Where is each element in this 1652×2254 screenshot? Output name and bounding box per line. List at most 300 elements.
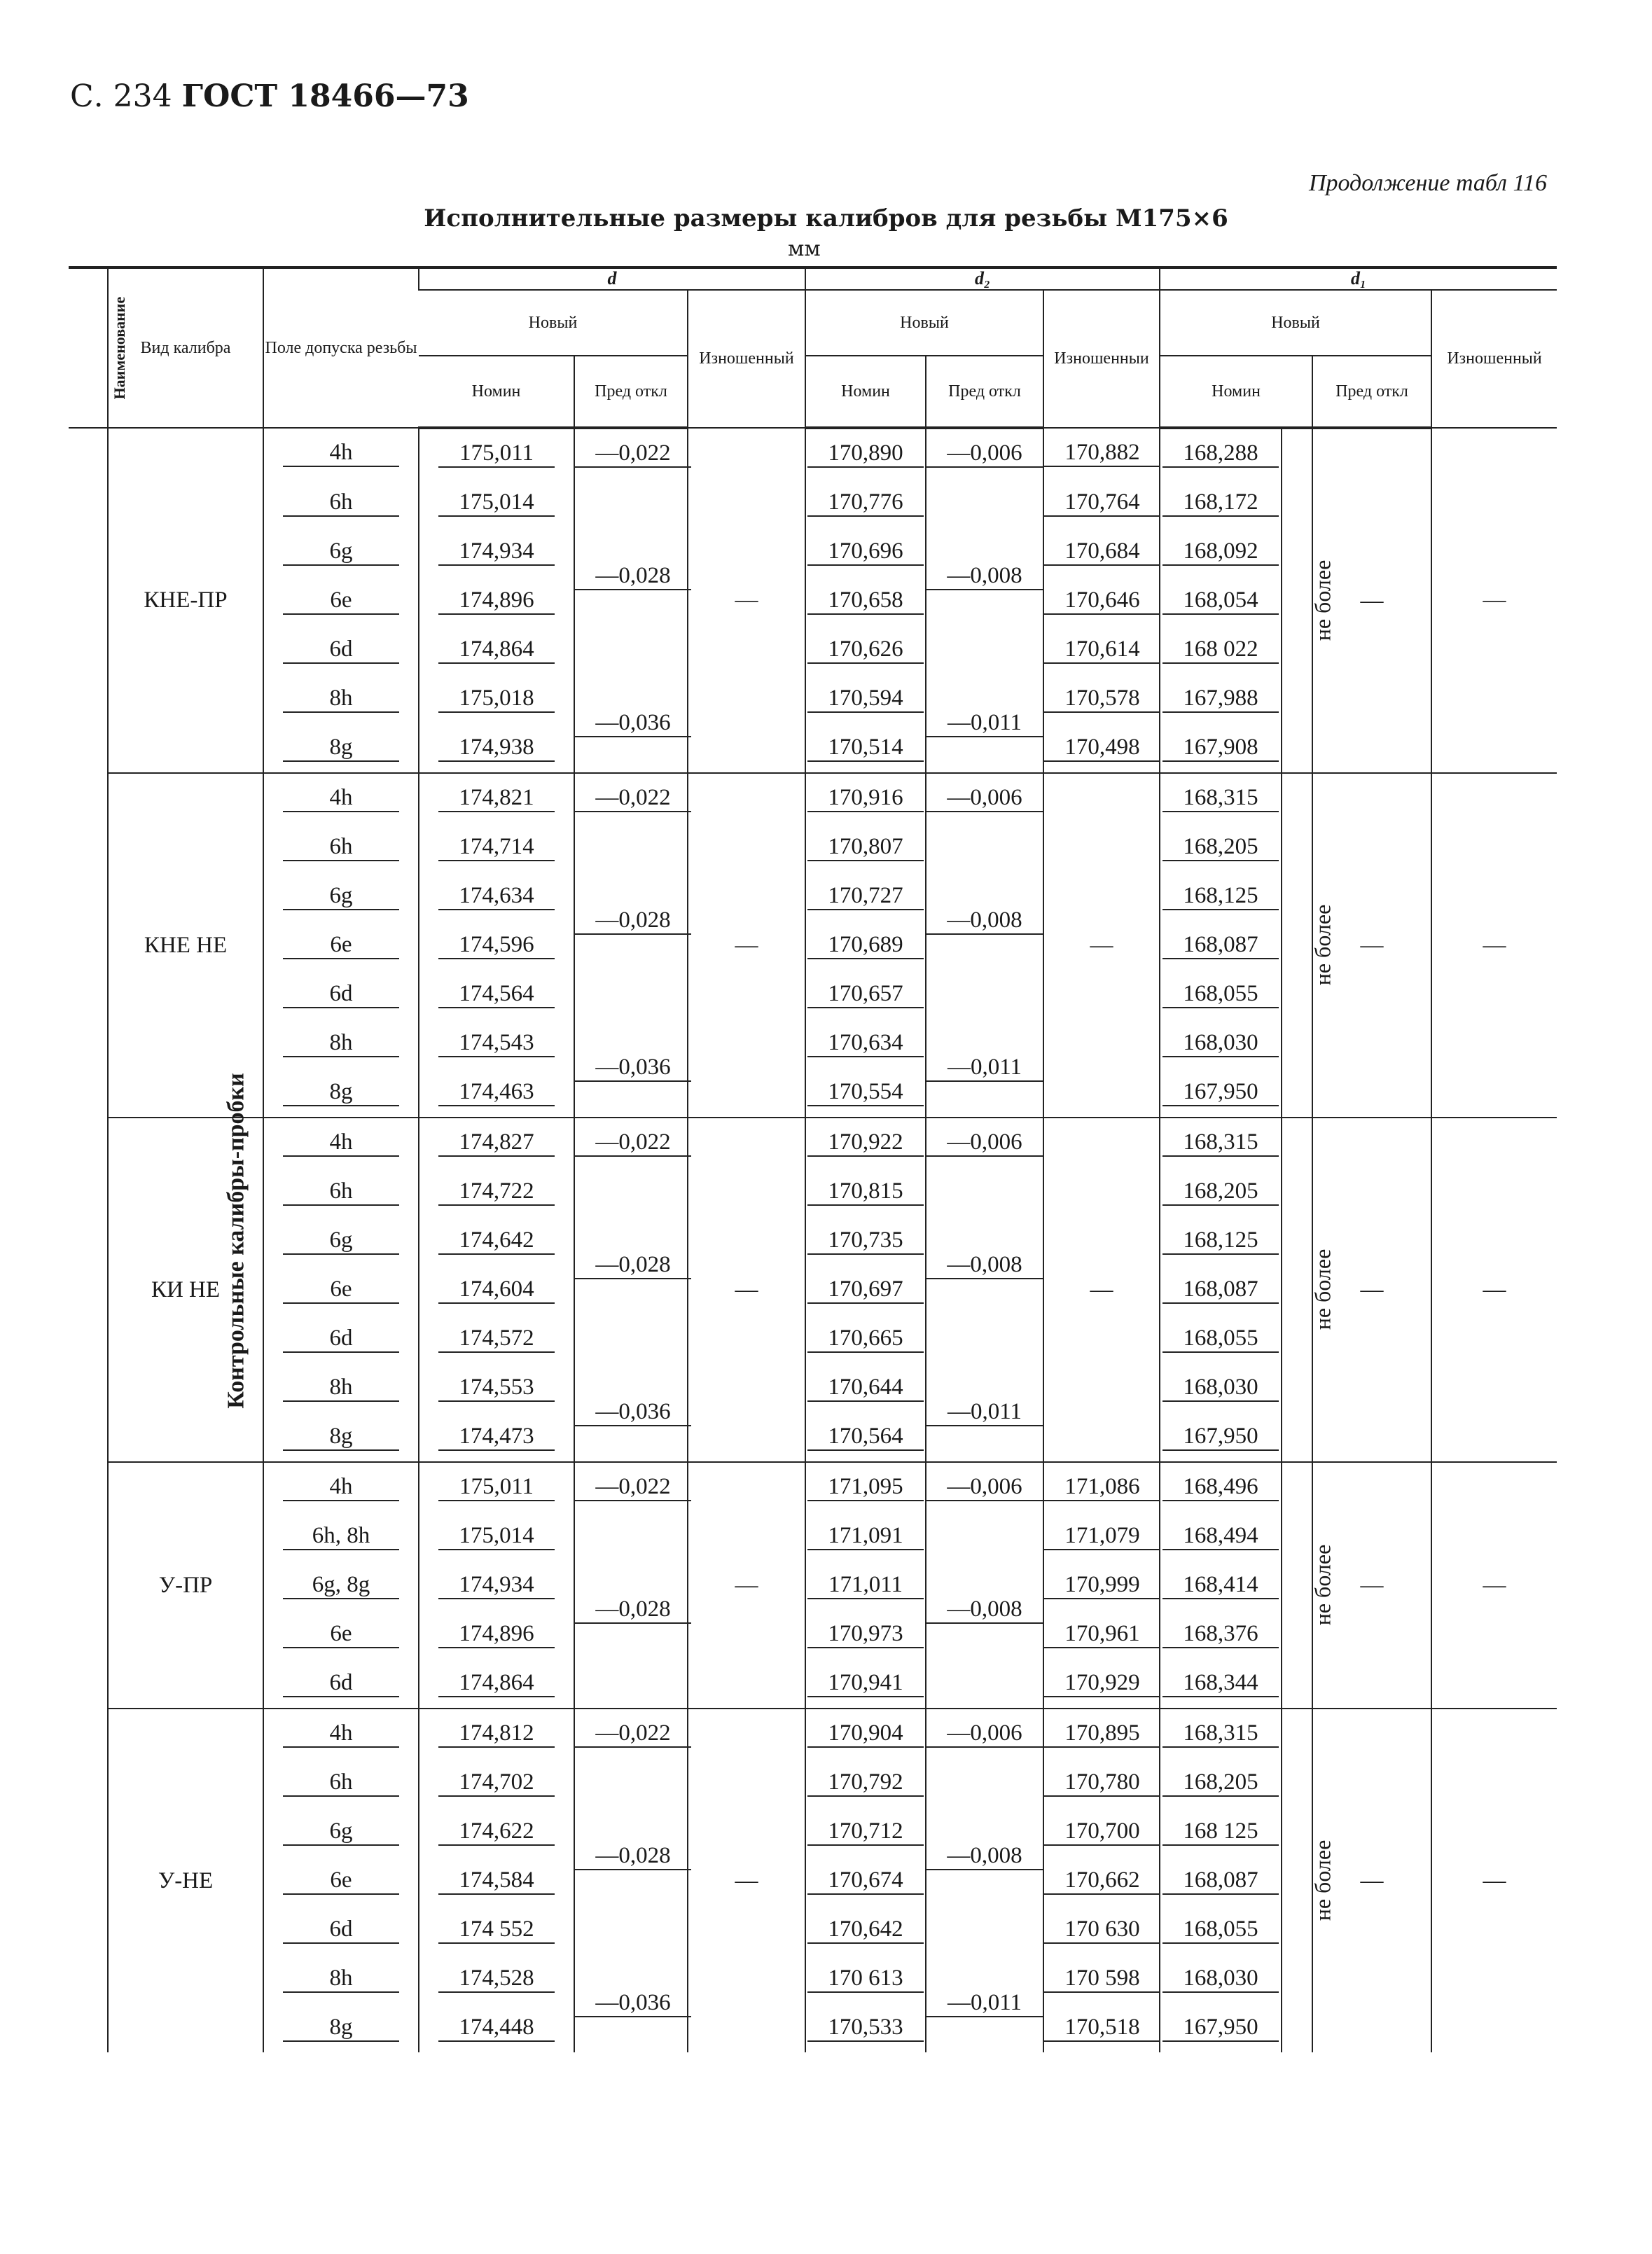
d1-nominal — [1160, 1512, 1282, 1561]
tolerance-field-value: 6g — [283, 1227, 399, 1255]
d-nominal — [419, 1462, 574, 1512]
d-nominal-value: 174,553 — [438, 1375, 555, 1402]
d-nominal — [419, 773, 574, 823]
d-deviation — [574, 773, 688, 823]
tolerance-field-value: 6g — [283, 1818, 399, 1846]
d1-nominal — [1160, 1167, 1282, 1216]
table-row — [69, 428, 1557, 478]
tolerance-field — [263, 1659, 419, 1709]
tolerance-field — [263, 1462, 419, 1512]
d1-nominal-value: 168,376 — [1162, 1621, 1279, 1648]
header-d-new: Новый — [419, 290, 688, 356]
d2-nominal — [805, 1068, 926, 1118]
d2-deviation — [926, 1512, 1043, 1709]
d2-nominal — [805, 970, 926, 1019]
d2-worn: — — [1043, 773, 1160, 1118]
d1-nominal — [1160, 823, 1282, 872]
d2-nominal-value: 170,904 — [807, 1720, 924, 1748]
d-nominal — [419, 1954, 574, 2003]
d2-nominal — [805, 1314, 926, 1363]
d-nominal — [419, 1216, 574, 1265]
d-deviation-value: —0,022 — [575, 785, 691, 812]
d2-worn-value: 170,764 — [1044, 489, 1160, 517]
d1-nominal-value: 168,494 — [1162, 1523, 1279, 1550]
tolerance-field — [263, 1610, 419, 1659]
d2-nominal — [805, 527, 926, 576]
d-nominal — [419, 1758, 574, 1807]
d1-nominal — [1160, 1758, 1282, 1807]
tolerance-field — [263, 1807, 419, 1856]
d2-nominal-value: 170,674 — [807, 1867, 924, 1895]
d2-deviation-value: —0,006 — [926, 440, 1043, 468]
d-nominal-value: 174,714 — [438, 834, 555, 861]
d2-worn-value: 170,895 — [1044, 1720, 1160, 1748]
d1-nominal-value: 168,030 — [1162, 1375, 1279, 1402]
d2-worn — [1043, 723, 1160, 773]
d2-nominal — [805, 1363, 926, 1412]
d2-worn: — — [1043, 1118, 1160, 1462]
d-nominal-value: 174,463 — [438, 1079, 555, 1106]
tolerance-field — [263, 478, 419, 527]
d2-nominal — [805, 1561, 926, 1610]
tolerance-field — [263, 1314, 419, 1363]
d-nominal — [419, 1363, 574, 1412]
tolerance-field-value: 6d — [283, 1670, 399, 1697]
d2-nominal-value: 170,727 — [807, 883, 924, 910]
d1-nominal-value: 167,950 — [1162, 1079, 1279, 1106]
header-d2: d₂ — [805, 267, 1160, 290]
d2-deviation-value: —0,011 — [926, 1990, 1043, 2017]
d1-worn: — — [1431, 428, 1557, 773]
d1-nominal — [1160, 1118, 1282, 1167]
d-nominal — [419, 872, 574, 921]
tolerance-field-value: 6h, 8h — [283, 1523, 399, 1550]
d2-worn — [1043, 478, 1160, 527]
header-d1-deviation: Пред откл — [1312, 356, 1431, 428]
d-nominal-value: 174,864 — [438, 1670, 555, 1697]
d2-worn — [1043, 1561, 1160, 1610]
d2-nominal — [805, 1462, 926, 1512]
continuation-note: Продолжение табл 116 — [1308, 170, 1547, 196]
d2-worn-value: 170,662 — [1044, 1867, 1160, 1895]
d2-nominal — [805, 1709, 926, 1758]
d1-nominal — [1160, 1954, 1282, 2003]
d2-nominal-value: 170,514 — [807, 735, 924, 762]
tolerance-field-value: 8g — [283, 735, 399, 762]
d-nominal-value: 174 552 — [438, 1916, 555, 1944]
d2-worn — [1043, 625, 1160, 674]
d-nominal — [419, 1068, 574, 1118]
d1-nominal — [1160, 970, 1282, 1019]
d2-deviation — [926, 1167, 1043, 1363]
d2-nominal-value: 170,696 — [807, 538, 924, 566]
tolerance-field-value: 4h — [283, 1720, 399, 1748]
d1-limit-note — [1282, 1118, 1335, 1462]
header-d1-nominal: Номин — [1160, 356, 1312, 428]
d2-nominal — [805, 1265, 926, 1314]
d2-worn — [1043, 1758, 1160, 1807]
table-unit: мм — [788, 237, 821, 261]
d1-deviation: — — [1312, 428, 1431, 773]
table-row — [69, 1709, 1557, 1758]
d-nominal-value: 174,584 — [438, 1867, 555, 1895]
d-nominal — [419, 1709, 574, 1758]
gauge-type-name: У-НЕ — [108, 1709, 263, 2052]
d1-nominal-value: 168 125 — [1162, 1818, 1279, 1846]
tolerance-field — [263, 872, 419, 921]
d2-nominal-value: 170 613 — [807, 1966, 924, 1993]
d2-deviation — [926, 823, 1043, 1019]
d-nominal-value: 174,634 — [438, 883, 555, 910]
tolerance-field-value: 6d — [283, 636, 399, 664]
d2-nominal — [805, 1856, 926, 1905]
tolerance-field — [263, 428, 419, 478]
tolerance-field — [263, 970, 419, 1019]
tolerance-field — [263, 1118, 419, 1167]
d-nominal-value: 174,572 — [438, 1326, 555, 1353]
tolerance-field — [263, 2003, 419, 2052]
d-deviation — [574, 1363, 688, 1462]
d2-worn-value: 170 630 — [1044, 1916, 1160, 1944]
d2-worn-value: 170,646 — [1044, 587, 1160, 615]
d1-nominal-value: 167,950 — [1162, 2015, 1279, 2042]
d1-nominal-value: 168,496 — [1162, 1474, 1279, 1501]
d2-worn-value: 170,578 — [1044, 686, 1160, 713]
d2-worn — [1043, 2003, 1160, 2052]
d1-nominal — [1160, 1561, 1282, 1610]
d1-nominal-value: 168,205 — [1162, 1178, 1279, 1206]
d-deviation — [574, 823, 688, 1019]
tolerance-field — [263, 1512, 419, 1561]
d1-nominal-value: 168,172 — [1162, 489, 1279, 517]
tolerance-field — [263, 823, 419, 872]
d2-worn-value: 170,961 — [1044, 1621, 1160, 1648]
table-body — [69, 428, 1557, 2052]
d-deviation — [574, 1167, 688, 1363]
d1-nominal-value: 168,054 — [1162, 587, 1279, 615]
header-d1: d₁ — [1160, 267, 1557, 290]
tolerance-field-value: 6h — [283, 1769, 399, 1797]
d-nominal-value: 174,596 — [438, 932, 555, 959]
d2-nominal — [805, 625, 926, 674]
d-nominal — [419, 921, 574, 970]
d-deviation-value: —0,022 — [575, 440, 691, 468]
page-number: С. 234 — [70, 78, 172, 114]
d1-limit-note — [1282, 1462, 1335, 1709]
d-deviation-value: —0,028 — [575, 1596, 691, 1624]
d1-nominal — [1160, 1807, 1282, 1856]
d-deviation — [574, 1512, 688, 1709]
tolerance-field — [263, 1068, 419, 1118]
d-nominal-value: 174,934 — [438, 1572, 555, 1599]
tolerance-field-value: 6h — [283, 489, 399, 517]
gauge-type-name: КИ НЕ — [108, 1118, 263, 1462]
d-nominal-value: 174,622 — [438, 1818, 555, 1846]
d2-worn-value: 170,614 — [1044, 636, 1160, 664]
tolerance-field-value: 8h — [283, 1030, 399, 1057]
tolerance-field-value: 8h — [283, 1375, 399, 1402]
d2-nominal — [805, 872, 926, 921]
d2-nominal-value: 170,657 — [807, 981, 924, 1008]
header-d: d — [419, 267, 805, 290]
d2-worn — [1043, 674, 1160, 723]
d2-deviation — [926, 674, 1043, 773]
tolerance-field-value: 4h — [283, 1129, 399, 1157]
d-nominal-value: 174,642 — [438, 1227, 555, 1255]
d-worn: — — [688, 1118, 805, 1462]
d1-nominal — [1160, 576, 1282, 625]
d2-nominal — [805, 1807, 926, 1856]
d1-nominal-value: 168,087 — [1162, 932, 1279, 959]
d-nominal — [419, 1807, 574, 1856]
d1-nominal-value: 168,125 — [1162, 883, 1279, 910]
d2-nominal — [805, 921, 926, 970]
tolerance-field-value: 6h — [283, 834, 399, 861]
d-nominal — [419, 1265, 574, 1314]
d2-worn-value: 170,684 — [1044, 538, 1160, 566]
d2-worn-value: 170,882 — [1044, 440, 1160, 467]
d-nominal — [419, 1167, 574, 1216]
d2-deviation-value: —0,008 — [926, 563, 1043, 590]
d-nominal-value: 174,938 — [438, 735, 555, 762]
d1-nominal — [1160, 527, 1282, 576]
tolerance-field — [263, 527, 419, 576]
d2-nominal-value: 170,644 — [807, 1375, 924, 1402]
d2-nominal-value: 170,941 — [807, 1670, 924, 1697]
d-nominal — [419, 723, 574, 773]
table-row — [69, 1462, 1557, 1512]
d2-worn — [1043, 576, 1160, 625]
d1-deviation: — — [1312, 1462, 1431, 1709]
tolerance-field — [263, 921, 419, 970]
tolerance-field-value: 6h — [283, 1178, 399, 1206]
d2-nominal — [805, 428, 926, 478]
d1-nominal-value: 168 022 — [1162, 636, 1279, 664]
d2-nominal — [805, 478, 926, 527]
d-nominal-value: 174,448 — [438, 2015, 555, 2042]
d2-deviation-value: —0,008 — [926, 1596, 1043, 1624]
header-tolerance: Поле допуска резьбы — [263, 267, 419, 428]
d2-nominal-value: 170,735 — [807, 1227, 924, 1255]
d2-nominal — [805, 2003, 926, 2052]
d2-worn — [1043, 1954, 1160, 2003]
d-worn: — — [688, 1462, 805, 1709]
d-nominal-value: 174,473 — [438, 1424, 555, 1451]
tolerance-field-value: 8g — [283, 1424, 399, 1451]
d1-nominal — [1160, 872, 1282, 921]
tolerance-field — [263, 1709, 419, 1758]
d-nominal — [419, 1610, 574, 1659]
d-nominal-value: 174,702 — [438, 1769, 555, 1797]
d-nominal-value: 174,604 — [438, 1276, 555, 1304]
header-d2-new: Новый — [805, 290, 1043, 356]
d2-deviation-value: —0,011 — [926, 710, 1043, 737]
d2-nominal-value: 170,712 — [807, 1818, 924, 1846]
d1-nominal-value: 168,315 — [1162, 1720, 1279, 1748]
d2-worn-value: 170 598 — [1044, 1966, 1160, 1993]
d-nominal — [419, 1314, 574, 1363]
d2-nominal — [805, 1659, 926, 1709]
d2-nominal-value: 171,095 — [807, 1474, 924, 1501]
d2-worn — [1043, 1512, 1160, 1561]
header-d-nominal: Номин — [419, 356, 574, 428]
d1-deviation: — — [1312, 1709, 1431, 2052]
d-nominal — [419, 1856, 574, 1905]
d-deviation — [574, 1118, 688, 1167]
d2-deviation — [926, 1019, 1043, 1118]
d-deviation-value: —0,028 — [575, 563, 691, 590]
d2-worn — [1043, 428, 1160, 478]
d-deviation-value: —0,028 — [575, 1252, 691, 1279]
d1-worn: — — [1431, 773, 1557, 1118]
d-nominal — [419, 576, 574, 625]
d-nominal-value: 174,528 — [438, 1966, 555, 1993]
d2-nominal — [805, 576, 926, 625]
d2-nominal-value: 170,890 — [807, 440, 924, 468]
d-nominal-value: 174,543 — [438, 1030, 555, 1057]
d-nominal-value: 174,564 — [438, 981, 555, 1008]
d1-limit-note-text: не более — [1310, 904, 1335, 986]
d1-limit-note — [1282, 428, 1335, 773]
d1-nominal — [1160, 921, 1282, 970]
d1-limit-note-text: не более — [1310, 1544, 1335, 1626]
d-deviation-value: —0,036 — [575, 1990, 691, 2017]
page-header — [70, 78, 469, 114]
d1-limit-note — [1282, 773, 1335, 1118]
d2-worn-value: 170,498 — [1044, 735, 1160, 762]
d1-nominal — [1160, 1019, 1282, 1068]
d2-worn-value: 170,700 — [1044, 1818, 1160, 1846]
d2-nominal — [805, 1412, 926, 1462]
tolerance-field-value: 4h — [283, 440, 399, 467]
d-nominal-value: 174,827 — [438, 1129, 555, 1157]
d2-deviation — [926, 1118, 1043, 1167]
d2-nominal-value: 170,564 — [807, 1424, 924, 1451]
tolerance-field — [263, 576, 419, 625]
d-nominal — [419, 625, 574, 674]
d2-worn-value: 170,929 — [1044, 1670, 1160, 1697]
d1-nominal — [1160, 1462, 1282, 1512]
d1-nominal-value: 168,205 — [1162, 834, 1279, 861]
header-d1-new: Новый — [1160, 290, 1431, 356]
d1-limit-note-text: не более — [1310, 1248, 1335, 1330]
d-nominal-value: 174,821 — [438, 785, 555, 812]
tolerance-field — [263, 1363, 419, 1412]
d-nominal-value: 174,934 — [438, 538, 555, 566]
d2-nominal — [805, 1216, 926, 1265]
tolerance-field-value: 6g, 8g — [283, 1572, 399, 1599]
tolerance-field — [263, 1216, 419, 1265]
d2-nominal — [805, 1954, 926, 2003]
d2-nominal — [805, 1167, 926, 1216]
tolerance-field — [263, 1019, 419, 1068]
header-d-worn: Изношенный — [688, 290, 805, 428]
d-worn: — — [688, 428, 805, 773]
d1-nominal — [1160, 1856, 1282, 1905]
gauge-type-name: У-ПР — [108, 1462, 263, 1709]
d2-worn-value: 170,780 — [1044, 1769, 1160, 1797]
d-deviation — [574, 1758, 688, 1954]
d2-deviation — [926, 1462, 1043, 1512]
d2-nominal-value: 171,011 — [807, 1572, 924, 1599]
d-deviation — [574, 478, 688, 674]
tolerance-field-value: 8g — [283, 2015, 399, 2042]
d1-nominal — [1160, 773, 1282, 823]
d1-nominal-value: 168,315 — [1162, 785, 1279, 812]
d-nominal — [419, 2003, 574, 2052]
d1-deviation: — — [1312, 773, 1431, 1118]
d1-nominal-value: 168,344 — [1162, 1670, 1279, 1697]
d-nominal — [419, 527, 574, 576]
d2-deviation-value: —0,008 — [926, 907, 1043, 935]
standard-number: ГОСТ 18466—73 — [181, 78, 469, 114]
tolerance-field — [263, 773, 419, 823]
d2-worn — [1043, 1807, 1160, 1856]
d1-nominal — [1160, 1363, 1282, 1412]
d2-nominal-value: 170,792 — [807, 1769, 924, 1797]
d-nominal — [419, 428, 574, 478]
d-deviation-value: —0,022 — [575, 1129, 691, 1157]
d-nominal — [419, 1019, 574, 1068]
d1-nominal-value: 168,087 — [1162, 1867, 1279, 1895]
tolerance-field — [263, 1954, 419, 2003]
d2-deviation-value: —0,006 — [926, 785, 1043, 812]
d2-nominal-value: 170,634 — [807, 1030, 924, 1057]
tolerance-field — [263, 1561, 419, 1610]
d2-nominal-value: 170,594 — [807, 686, 924, 713]
table-row — [69, 773, 1557, 823]
d2-nominal-value: 170,697 — [807, 1276, 924, 1304]
tolerance-field — [263, 1265, 419, 1314]
d2-deviation-value: —0,006 — [926, 1720, 1043, 1748]
d2-worn-value: 171,079 — [1044, 1523, 1160, 1550]
d1-nominal-value: 168,315 — [1162, 1129, 1279, 1157]
header-d1-worn: Изношенный — [1431, 290, 1557, 428]
d-nominal — [419, 1118, 574, 1167]
table-title: Исполнительные размеры калибров для резьбы М175×6 — [424, 204, 1228, 232]
tolerance-field — [263, 1412, 419, 1462]
d1-nominal-value: 168,030 — [1162, 1030, 1279, 1057]
d1-nominal — [1160, 1265, 1282, 1314]
d2-nominal-value: 171,091 — [807, 1523, 924, 1550]
d2-nominal-value: 170,815 — [807, 1178, 924, 1206]
d1-nominal — [1160, 1905, 1282, 1954]
tolerance-field-value: 6g — [283, 883, 399, 910]
d2-nominal-value: 170,916 — [807, 785, 924, 812]
d1-nominal — [1160, 2003, 1282, 2052]
d1-worn: — — [1431, 1462, 1557, 1709]
gauge-dimensions-table — [69, 266, 1557, 2052]
d1-nominal — [1160, 1610, 1282, 1659]
d-nominal-value: 175,018 — [438, 686, 555, 713]
d-nominal-value: 175,014 — [438, 1523, 555, 1550]
d1-nominal — [1160, 428, 1282, 478]
d1-nominal — [1160, 1314, 1282, 1363]
d2-deviation-value: —0,008 — [926, 1252, 1043, 1279]
d2-nominal-value: 170,533 — [807, 2015, 924, 2042]
d2-nominal-value: 170,626 — [807, 636, 924, 664]
d2-deviation — [926, 773, 1043, 823]
d2-nominal — [805, 773, 926, 823]
table-row — [69, 1118, 1557, 1167]
tolerance-field-value: 6e — [283, 1276, 399, 1304]
d2-worn — [1043, 527, 1160, 576]
d1-nominal-value: 168,205 — [1162, 1769, 1279, 1797]
d-worn: — — [688, 773, 805, 1118]
d2-nominal-value: 170,973 — [807, 1621, 924, 1648]
d2-nominal — [805, 674, 926, 723]
d-nominal — [419, 823, 574, 872]
